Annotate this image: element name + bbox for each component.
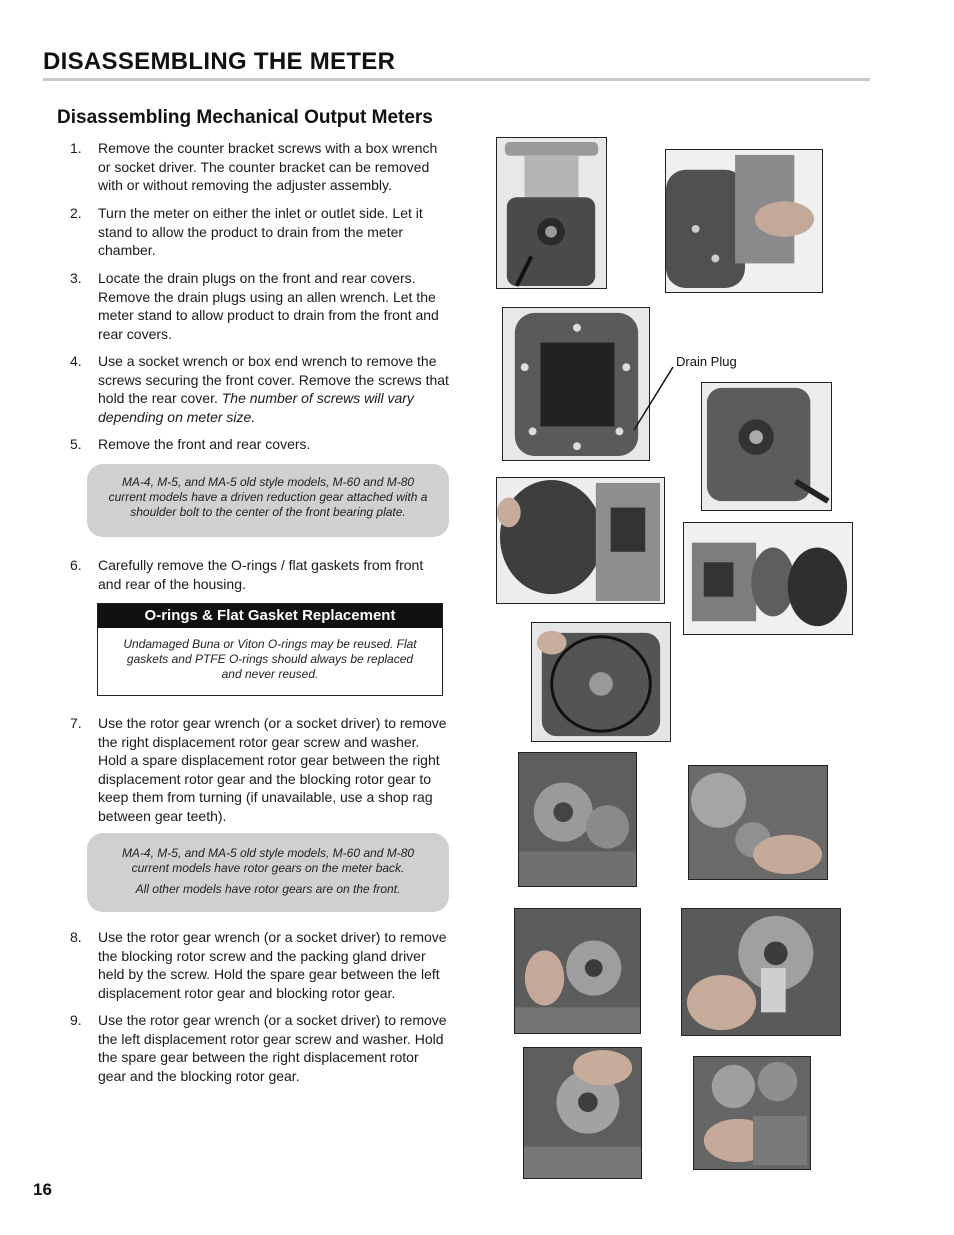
drain-plug-callout: Drain Plug	[676, 354, 737, 369]
photo-spare-gear-hold	[688, 765, 828, 880]
step-6	[70, 556, 450, 593]
photo-removing-cover	[496, 477, 665, 604]
photo-right-rotor-gear	[518, 752, 637, 887]
step-text: Locate the drain plugs on the front and rear covers. Remove the drain plugs using an allen wrench. Let the meter stand to allow product to drain from the front and rear covers.	[98, 270, 439, 342]
photo-rear-cover	[701, 382, 832, 511]
step-number: 1.	[70, 140, 82, 156]
step-text: Remove the counter bracket screws with a box wrench or socket driver. The counter bracket can be removed with or without removing the adjuster assembly.	[98, 140, 438, 194]
photo-packing-gland	[681, 908, 841, 1036]
section-title: Disassembling Mechanical Output Meters	[57, 107, 433, 128]
gasket-replacement-box	[97, 603, 443, 696]
step-text: Carefully remove the O-rings / flat gaskets from front and rear of the housing.	[98, 557, 424, 592]
step-number: 7.	[70, 715, 82, 731]
step-5	[70, 435, 450, 454]
photo-meter-side	[665, 149, 823, 293]
step-number: 3.	[70, 270, 82, 286]
step-7	[70, 714, 450, 826]
step-text: Use the rotor gear wrench (or a socket driver) to remove the blocking rotor screw and the packing gland driver held by the screw. Hold the spare gear between the left displacement rotor gear and blocking rotor gear.	[98, 929, 447, 1001]
step-text: Turn the meter on either the inlet or outlet side. Let it stand to allow the product to drain from the meter chamber.	[98, 205, 423, 259]
photo-spare-gear-final	[693, 1056, 811, 1170]
note-text: MA-4, M-5, and MA-5 old style models, M-60 and M-80 current models have rotor gears on the meter back.	[121, 846, 415, 875]
step-number: 2.	[70, 205, 82, 221]
step-text-italic: The number of screws will vary depending on meter size.	[98, 390, 414, 425]
title-rule	[43, 78, 870, 81]
step-text: Use the rotor gear wrench (or a socket driver) to remove the right displacement rotor gear screw and washer. Hold a spare displacement rotor gear between the right displacement rotor gear and the blocking rotor gear to keep them from turning (if unavailable, use a shop rag between gear teeth).	[98, 715, 447, 824]
step-text: Use the rotor gear wrench (or a socket driver) to remove the left displacement rotor gear screw and washer. Hold the spare gear between the right displacement rotor gear and the blocking rotor gear.	[98, 1012, 447, 1084]
step-9	[70, 1011, 450, 1085]
step-number: 4.	[70, 353, 82, 369]
step-3	[70, 269, 450, 343]
step-number: 8.	[70, 929, 82, 945]
note-reduction-gear	[87, 464, 449, 537]
step-number: 5.	[70, 436, 82, 452]
page-title: DISASSEMBLING THE METER	[43, 48, 396, 75]
photo-blocking-rotor	[514, 908, 641, 1034]
step-text: Remove the front and rear covers.	[98, 436, 311, 452]
gasket-box-text: Undamaged Buna or Viton O-rings may be reused. Flat gaskets and PTFE O-rings should always be replaced and never reused.	[123, 637, 417, 681]
note-text: All other models have rotor gears are on the front.	[135, 882, 401, 896]
step-text-main: Use a socket wrench or box end wrench to remove the screws securing the front cover. Remove the screws that hold the rear cover.	[98, 353, 449, 407]
photo-covers-removed	[683, 522, 853, 635]
photo-left-rotor-gear	[523, 1047, 642, 1179]
photo-counter-bracket	[496, 137, 607, 289]
photo-front-cover-drain	[502, 307, 650, 461]
page-number: 16	[33, 1180, 52, 1199]
step-8	[70, 928, 450, 1002]
step-1	[70, 139, 450, 195]
step-4	[70, 352, 450, 426]
note-rotor-gears	[87, 833, 449, 912]
gasket-box-title: O-rings & Flat Gasket Replacement	[98, 604, 442, 628]
step-number: 6.	[70, 557, 82, 573]
note-text: MA-4, M-5, and MA-5 old style models, M-60 and M-80 current models have a driven reduction gear attached with a shoulder bolt to the center of the front bearing plate.	[108, 475, 428, 519]
step-2	[70, 204, 450, 260]
step-text	[98, 352, 450, 426]
photo-oring-removal	[531, 622, 671, 742]
step-number: 9.	[70, 1012, 82, 1028]
